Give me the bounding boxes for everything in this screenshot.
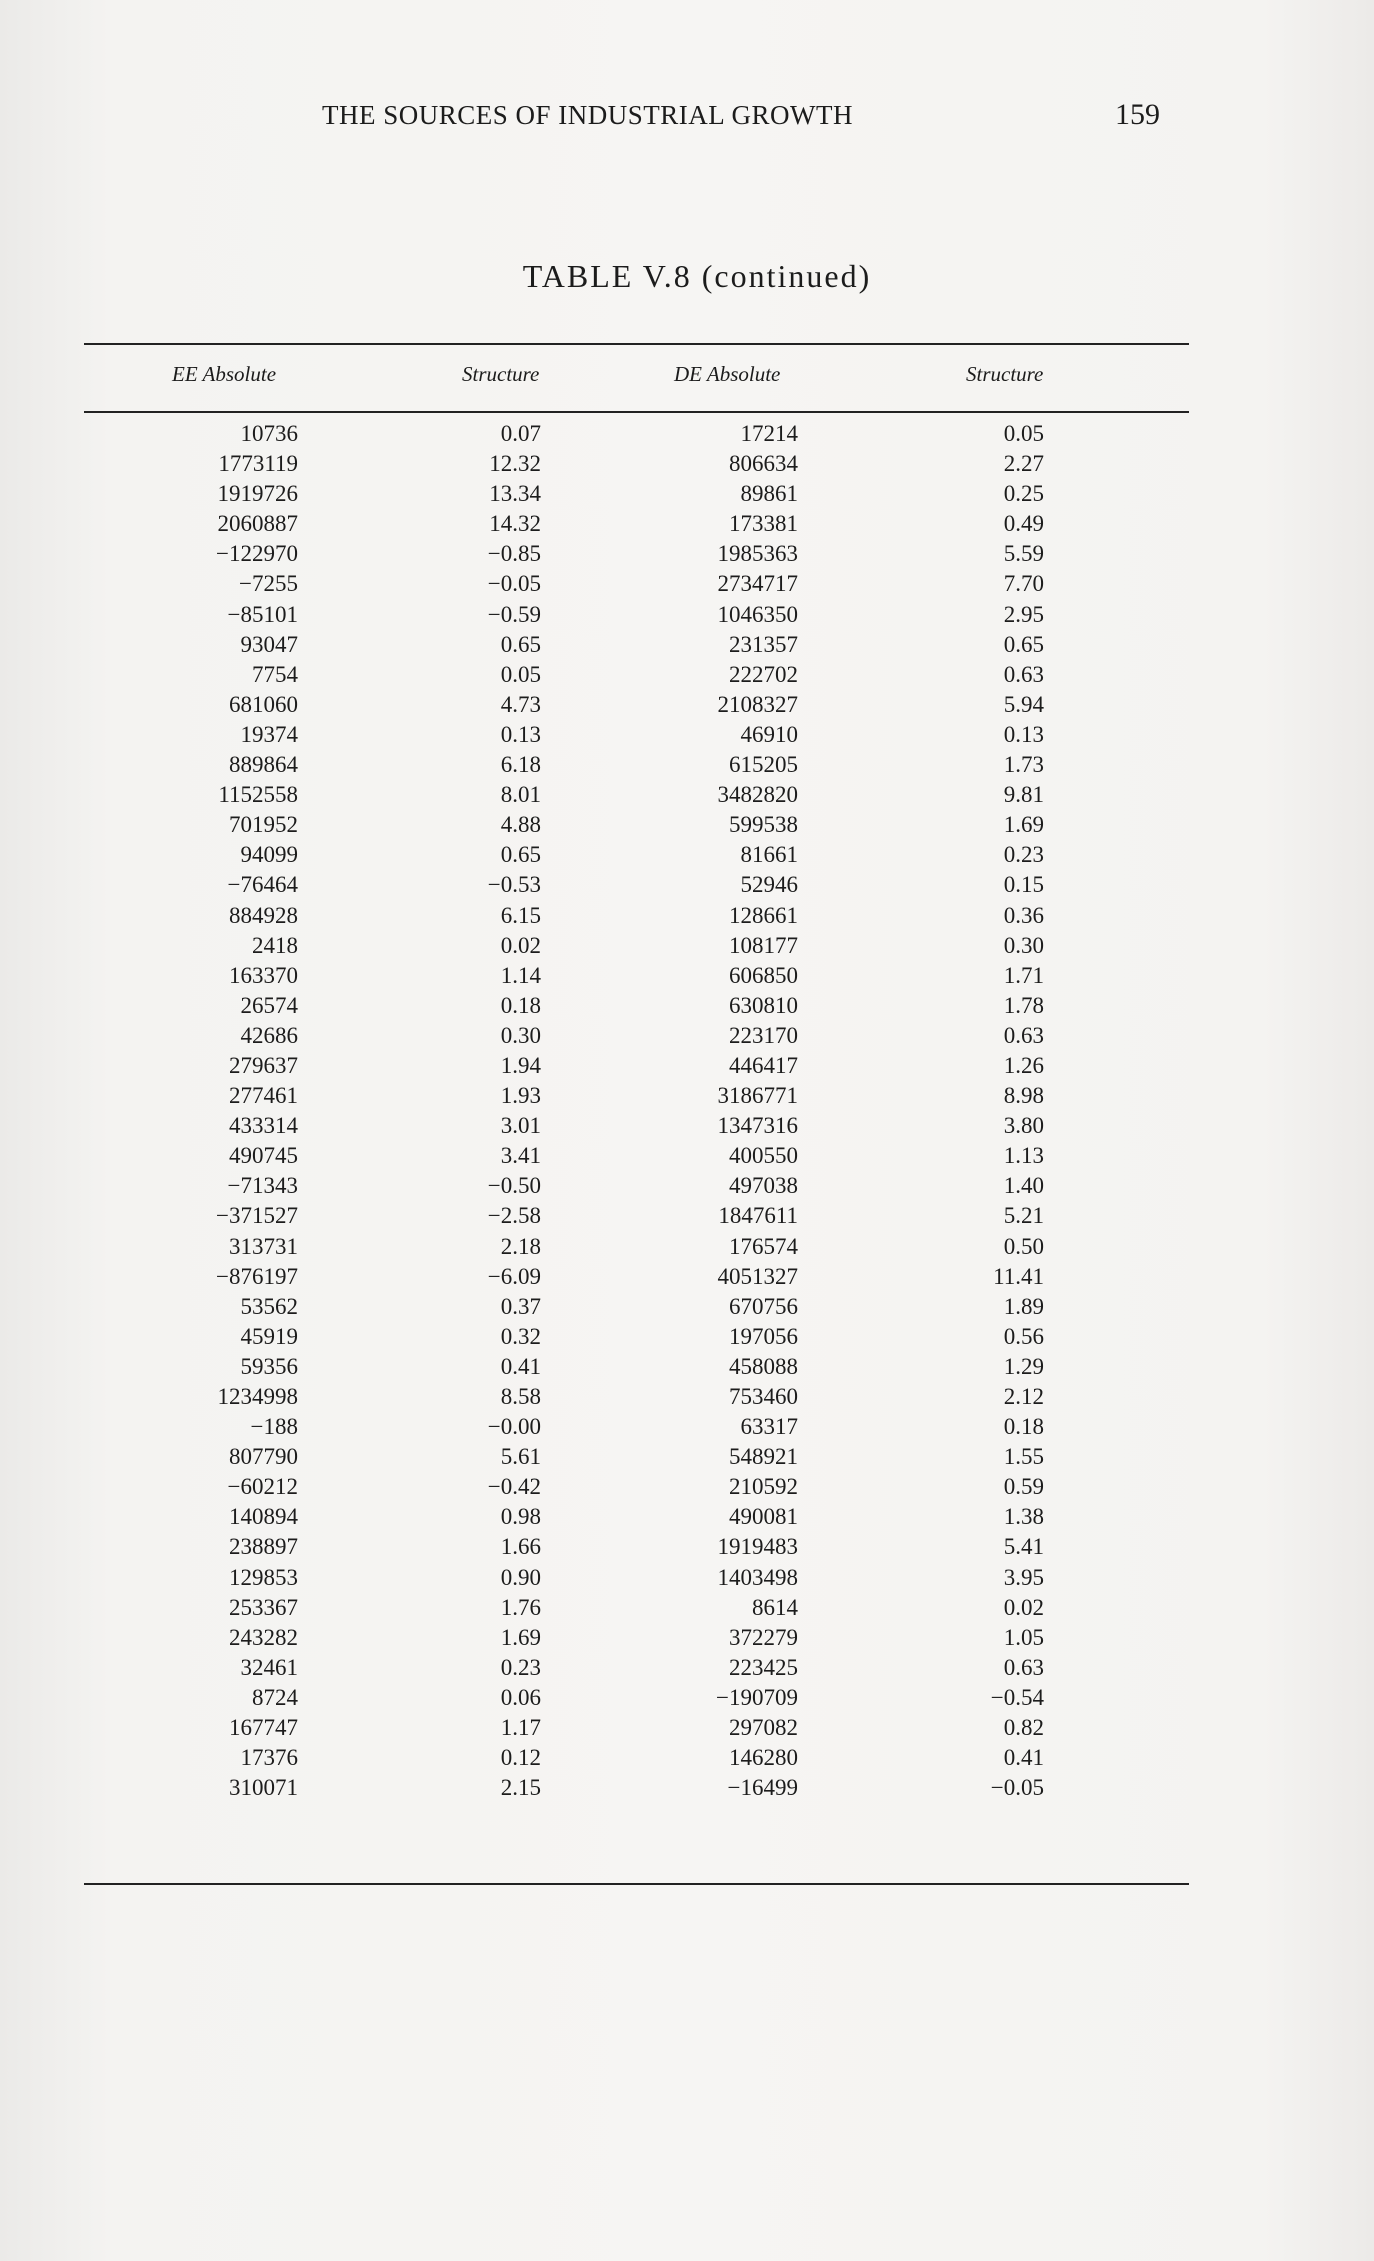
ee-structure-cell: 5.61 [500, 1444, 541, 1470]
de-structure-cell: 3.80 [1003, 1113, 1044, 1139]
de-absolute-cell: 3482820 [717, 782, 798, 808]
ee-structure-cell: 0.12 [500, 1745, 541, 1771]
de-absolute-cell: 670756 [729, 1293, 798, 1319]
ee-structure-cell: 0.18 [500, 992, 541, 1018]
de-structure-cell: 5.94 [1003, 691, 1044, 717]
ee-structure-cell: 1.66 [500, 1534, 541, 1560]
de-absolute-cell: 615205 [729, 752, 798, 778]
de-structure-cell: 0.63 [1003, 661, 1044, 687]
ee-absolute-cell: −7255 [239, 571, 298, 597]
ee-absolute-cell: 8724 [252, 1684, 298, 1710]
table-bottom-rule [84, 1883, 1189, 1885]
ee-structure-cell: 12.32 [489, 451, 541, 477]
de-structure-cell: 7.70 [1003, 571, 1044, 597]
de-structure-cell: 5.21 [1003, 1203, 1044, 1229]
de-absolute-cell: 231357 [729, 631, 798, 657]
ee-absolute-cell: −76464 [227, 872, 298, 898]
de-structure-cell: 9.81 [1003, 782, 1044, 808]
de-structure-cell: 0.15 [1003, 872, 1044, 898]
ee-structure-cell: 1.69 [500, 1624, 541, 1650]
ee-structure-cell: 0.41 [500, 1353, 541, 1379]
table-row [0, 1502, 1374, 1532]
de-structure-cell: 8.98 [1003, 1083, 1044, 1109]
table-row [0, 690, 1374, 720]
table-top-rule [84, 343, 1189, 345]
ee-absolute-cell: 884928 [229, 902, 298, 928]
ee-structure-cell: 0.05 [500, 661, 541, 687]
ee-structure-cell: −6.09 [487, 1263, 541, 1289]
ee-absolute-cell: 10736 [240, 421, 298, 446]
ee-absolute-cell: 93047 [240, 631, 298, 657]
de-structure-cell: 1.55 [1003, 1444, 1044, 1470]
table-row [0, 1683, 1374, 1713]
de-absolute-cell: 806634 [729, 451, 798, 477]
ee-structure-cell: −0.59 [487, 601, 541, 627]
de-structure-cell: 0.49 [1003, 511, 1044, 537]
ee-structure-cell: 6.15 [500, 902, 541, 928]
de-structure-cell: 1.71 [1003, 962, 1044, 988]
ee-structure-cell: 3.41 [500, 1143, 541, 1169]
ee-structure-cell: 0.37 [500, 1293, 541, 1319]
ee-absolute-cell: 59356 [240, 1353, 298, 1379]
de-absolute-cell: 297082 [729, 1715, 798, 1741]
de-structure-cell: 0.30 [1003, 932, 1044, 958]
de-absolute-cell: 1847611 [718, 1203, 798, 1229]
de-absolute-cell: 8614 [752, 1594, 798, 1620]
de-structure-cell: 0.25 [1003, 481, 1044, 507]
de-structure-cell: 0.63 [1003, 1022, 1044, 1048]
ee-absolute-cell: 701952 [229, 812, 298, 838]
de-structure-cell: 1.13 [1003, 1143, 1044, 1169]
running-head: THE SOURCES OF INDUSTRIAL GROWTH [322, 100, 854, 130]
ee-absolute-cell: 1919726 [217, 481, 298, 507]
ee-absolute-cell: 26574 [240, 992, 298, 1018]
ee-structure-cell: 1.76 [500, 1594, 541, 1620]
ee-structure-cell: 8.01 [500, 782, 541, 808]
column-header-de-structure: Structure [966, 362, 1044, 386]
de-absolute-cell: 497038 [729, 1173, 798, 1199]
page-number: 159 [1115, 98, 1160, 131]
ee-absolute-cell: 2060887 [217, 511, 298, 537]
de-structure-cell: −0.05 [990, 1775, 1044, 1801]
ee-structure-cell: 0.23 [500, 1654, 541, 1680]
ee-absolute-cell: 53562 [240, 1293, 298, 1319]
ee-absolute-cell: 253367 [229, 1594, 298, 1620]
ee-structure-cell: 1.14 [500, 962, 541, 988]
table-row [0, 810, 1374, 840]
table-row [0, 840, 1374, 870]
de-structure-cell: 0.82 [1003, 1715, 1044, 1741]
de-absolute-cell: 548921 [729, 1444, 798, 1470]
de-absolute-cell: 4051327 [717, 1263, 798, 1289]
de-structure-cell: 0.65 [1003, 631, 1044, 657]
ee-structure-cell: 0.32 [500, 1323, 541, 1349]
de-structure-cell: 11.41 [993, 1263, 1044, 1289]
de-structure-cell: 1.78 [1003, 992, 1044, 1018]
column-header-ee-structure: Structure [462, 362, 540, 386]
ee-absolute-cell: 238897 [229, 1534, 298, 1560]
ee-structure-cell: −0.53 [487, 872, 541, 898]
ee-structure-cell: 0.02 [500, 932, 541, 958]
de-structure-cell: 0.41 [1003, 1745, 1044, 1771]
table-row [0, 1262, 1374, 1292]
ee-absolute-cell: 163370 [229, 962, 298, 988]
de-absolute-cell: 173381 [729, 511, 798, 537]
de-structure-cell: 1.26 [1003, 1052, 1044, 1078]
de-structure-cell: 2.27 [1003, 451, 1044, 477]
de-absolute-cell: 458088 [729, 1353, 798, 1379]
ee-structure-cell: 4.88 [500, 812, 541, 838]
de-absolute-cell: 1046350 [717, 601, 798, 627]
ee-structure-cell: 0.65 [500, 631, 541, 657]
de-structure-cell: 1.73 [1003, 752, 1044, 778]
de-absolute-cell: 89861 [740, 481, 798, 507]
table-header-rule [84, 411, 1189, 413]
table-row [0, 1532, 1374, 1562]
ee-absolute-cell: 1152558 [218, 782, 298, 808]
ee-absolute-cell: 433314 [229, 1113, 298, 1139]
de-absolute-cell: 197056 [729, 1323, 798, 1349]
ee-absolute-cell: −71343 [227, 1173, 298, 1199]
ee-structure-cell: 2.15 [500, 1775, 541, 1801]
de-absolute-cell: −190709 [716, 1684, 798, 1710]
de-absolute-cell: 490081 [729, 1504, 798, 1530]
ee-structure-cell: 0.07 [500, 421, 541, 446]
de-absolute-cell: 223170 [729, 1022, 798, 1048]
ee-absolute-cell: 1234998 [217, 1384, 298, 1409]
de-structure-cell: 0.13 [1003, 721, 1044, 747]
ee-absolute-cell: 7754 [252, 661, 298, 687]
table-row [0, 600, 1374, 630]
de-structure-cell: 2.95 [1003, 601, 1044, 627]
ee-absolute-cell: −876197 [216, 1263, 298, 1289]
ee-absolute-cell: 17376 [240, 1745, 298, 1771]
table-row [0, 1713, 1374, 1743]
ee-absolute-cell: 42686 [240, 1022, 298, 1048]
ee-structure-cell: 3.01 [500, 1113, 541, 1139]
de-structure-cell: 0.59 [1003, 1474, 1044, 1500]
de-absolute-cell: 223425 [729, 1654, 798, 1680]
table-row [0, 931, 1374, 961]
ee-structure-cell: 2.18 [500, 1233, 541, 1259]
table-row [0, 1141, 1374, 1171]
ee-structure-cell: 13.34 [489, 481, 541, 507]
ee-absolute-cell: −371527 [216, 1203, 298, 1229]
de-structure-cell: 0.23 [1003, 842, 1044, 868]
ee-structure-cell: 14.32 [489, 511, 541, 537]
column-header-ee-absolute: EE Absolute [172, 362, 277, 386]
de-absolute-cell: 210592 [729, 1474, 798, 1500]
table-row [0, 630, 1374, 660]
table-row [0, 1021, 1374, 1051]
table-row [0, 720, 1374, 750]
ee-absolute-cell: −188 [250, 1414, 298, 1440]
de-structure-cell: 5.41 [1003, 1534, 1044, 1560]
ee-absolute-cell: 807790 [229, 1444, 298, 1470]
table-row [0, 660, 1374, 690]
table-row [0, 509, 1374, 539]
de-structure-cell: 5.59 [1003, 541, 1044, 567]
ee-absolute-cell: 490745 [229, 1143, 298, 1169]
de-absolute-cell: 108177 [729, 932, 798, 958]
ee-structure-cell: −0.50 [487, 1173, 541, 1199]
ee-structure-cell: 1.93 [500, 1083, 541, 1109]
ee-structure-cell: −0.05 [487, 571, 541, 597]
ee-absolute-cell: 889864 [229, 752, 298, 778]
de-structure-cell: 1.40 [1003, 1173, 1044, 1199]
de-absolute-cell: 630810 [729, 992, 798, 1018]
de-absolute-cell: −16499 [727, 1775, 798, 1801]
de-absolute-cell: 2734717 [717, 571, 798, 597]
de-structure-cell: 1.05 [1003, 1624, 1044, 1650]
de-structure-cell: 1.89 [1003, 1293, 1044, 1319]
table-row [0, 961, 1374, 991]
de-absolute-cell: 372279 [729, 1624, 798, 1650]
de-absolute-cell: 1403498 [717, 1564, 798, 1590]
de-structure-cell: 0.02 [1003, 1594, 1044, 1620]
table-row [0, 1442, 1374, 1472]
ee-absolute-cell: −85101 [227, 601, 298, 627]
de-absolute-cell: 1985363 [717, 541, 798, 567]
de-absolute-cell: 176574 [729, 1233, 798, 1259]
de-absolute-cell: 17214 [740, 421, 798, 446]
de-absolute-cell: 1347316 [717, 1113, 798, 1139]
de-absolute-cell: 3186771 [717, 1083, 798, 1109]
ee-absolute-cell: 277461 [229, 1083, 298, 1109]
table-row [0, 1171, 1374, 1201]
ee-absolute-cell: 140894 [229, 1504, 298, 1530]
de-structure-cell: 0.05 [1003, 421, 1044, 446]
ee-structure-cell: 0.65 [500, 842, 541, 868]
ee-structure-cell: 1.94 [500, 1052, 541, 1078]
de-structure-cell: 2.12 [1003, 1384, 1044, 1409]
de-structure-cell: 3.95 [1003, 1564, 1044, 1590]
de-absolute-cell: 599538 [729, 812, 798, 838]
de-absolute-cell: 753460 [729, 1384, 798, 1409]
ee-absolute-cell: 1773119 [218, 451, 298, 477]
table-row [0, 449, 1374, 479]
table-row [0, 1743, 1374, 1773]
ee-absolute-cell: −122970 [216, 541, 298, 567]
table-row [0, 1201, 1374, 1231]
table-row [0, 1412, 1374, 1442]
ee-absolute-cell: 279637 [229, 1052, 298, 1078]
table-row [0, 1593, 1374, 1623]
ee-structure-cell: 0.06 [500, 1684, 541, 1710]
ee-absolute-cell: 243282 [229, 1624, 298, 1650]
de-structure-cell: 0.63 [1003, 1654, 1044, 1680]
de-structure-cell: −0.54 [990, 1684, 1044, 1710]
table-row [0, 1081, 1374, 1111]
de-structure-cell: 0.56 [1003, 1323, 1044, 1349]
table-row [0, 1382, 1374, 1412]
table-row [0, 1472, 1374, 1502]
ee-structure-cell: 0.90 [500, 1564, 541, 1590]
ee-structure-cell: 0.13 [500, 721, 541, 747]
table-row [0, 780, 1374, 810]
ee-absolute-cell: 94099 [240, 842, 298, 868]
ee-structure-cell: 4.73 [500, 691, 541, 717]
table-row [0, 1653, 1374, 1683]
table-row [0, 1623, 1374, 1653]
de-absolute-cell: 52946 [740, 872, 798, 898]
ee-structure-cell: −0.00 [487, 1414, 541, 1440]
ee-absolute-cell: 129853 [229, 1564, 298, 1590]
table-row [0, 1292, 1374, 1322]
de-absolute-cell: 222702 [729, 661, 798, 687]
table-row [0, 1773, 1374, 1803]
table-row [0, 870, 1374, 900]
ee-structure-cell: 0.30 [500, 1022, 541, 1048]
ee-absolute-cell: 32461 [240, 1654, 298, 1680]
table-title: TABLE V.8 (continued) [522, 258, 872, 294]
ee-structure-cell: −0.85 [487, 541, 541, 567]
ee-absolute-cell: 2418 [252, 932, 298, 958]
de-structure-cell: 0.36 [1003, 902, 1044, 928]
ee-structure-cell: −2.58 [487, 1203, 541, 1229]
table-body [0, 419, 1374, 1803]
column-header-de-absolute: DE Absolute [674, 362, 781, 386]
table-row [0, 1232, 1374, 1262]
ee-absolute-cell: 310071 [229, 1775, 298, 1801]
de-structure-cell: 1.69 [1003, 812, 1044, 838]
de-absolute-cell: 128661 [729, 902, 798, 928]
ee-structure-cell: 1.17 [500, 1715, 541, 1741]
de-structure-cell: 1.38 [1003, 1504, 1044, 1530]
ee-absolute-cell: −60212 [227, 1474, 298, 1500]
de-absolute-cell: 1919483 [717, 1534, 798, 1560]
de-absolute-cell: 46910 [740, 721, 798, 747]
table-row [0, 991, 1374, 1021]
table-row [0, 1563, 1374, 1593]
de-structure-cell: 0.18 [1003, 1414, 1044, 1440]
table-row [0, 901, 1374, 931]
de-absolute-cell: 2108327 [717, 691, 798, 717]
de-absolute-cell: 81661 [740, 842, 798, 868]
de-absolute-cell: 146280 [729, 1745, 798, 1771]
table-row [0, 419, 1374, 449]
ee-absolute-cell: 19374 [240, 721, 298, 747]
table-row [0, 750, 1374, 780]
de-structure-cell: 1.29 [1003, 1353, 1044, 1379]
ee-structure-cell: −0.42 [487, 1474, 541, 1500]
ee-absolute-cell: 681060 [229, 691, 298, 717]
table-row [0, 1051, 1374, 1081]
ee-structure-cell: 0.98 [500, 1504, 541, 1530]
de-absolute-cell: 400550 [729, 1143, 798, 1169]
ee-absolute-cell: 313731 [229, 1233, 298, 1259]
de-absolute-cell: 606850 [729, 962, 798, 988]
de-absolute-cell: 63317 [740, 1414, 798, 1440]
table-row [0, 1322, 1374, 1352]
ee-absolute-cell: 45919 [240, 1323, 298, 1349]
ee-absolute-cell: 167747 [229, 1715, 298, 1741]
ee-structure-cell: 6.18 [500, 752, 541, 778]
table-row [0, 479, 1374, 509]
table-row [0, 539, 1374, 569]
table-row [0, 1352, 1374, 1382]
de-structure-cell: 0.50 [1003, 1233, 1044, 1259]
de-absolute-cell: 446417 [729, 1052, 798, 1078]
ee-structure-cell: 8.58 [500, 1384, 541, 1409]
table-row [0, 1111, 1374, 1141]
table-row [0, 569, 1374, 599]
